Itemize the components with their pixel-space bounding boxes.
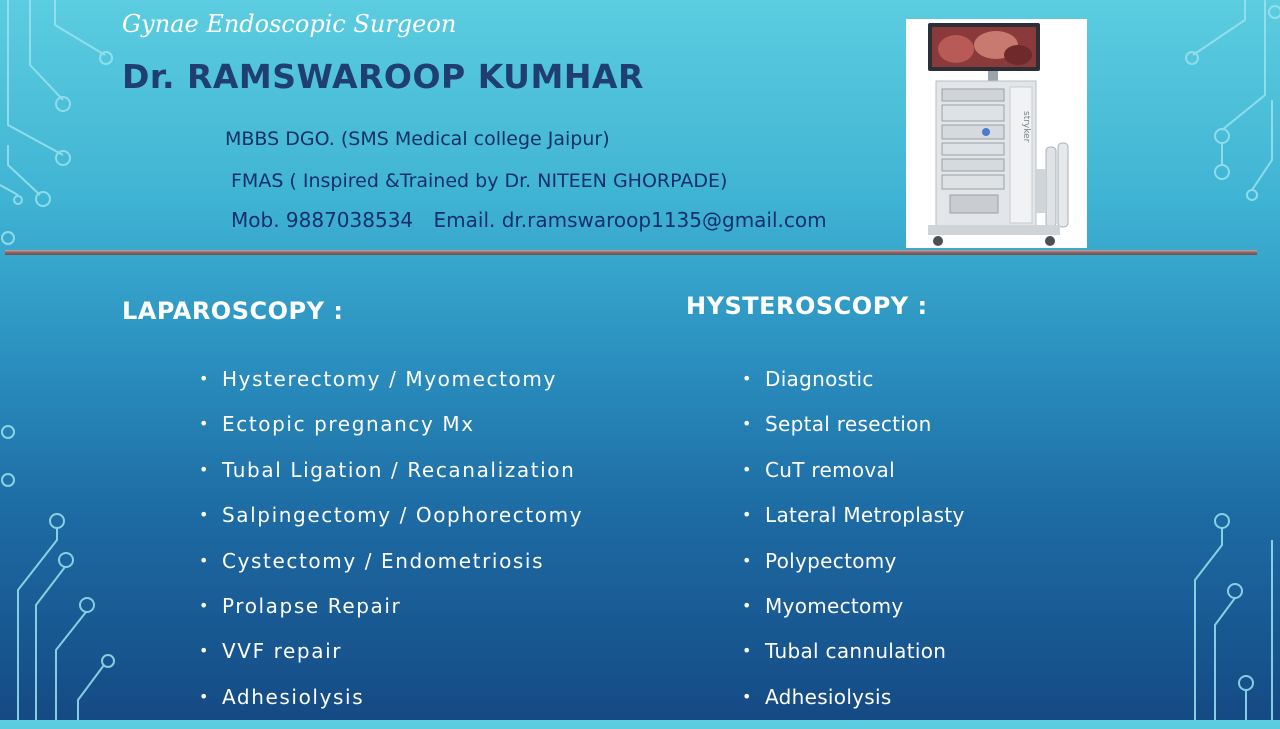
bullet-icon: • [742, 369, 752, 388]
list-item-label: Salpingectomy / Oophorectomy [222, 503, 584, 528]
laparoscopy-list [199, 366, 584, 729]
bullet-icon: • [199, 686, 211, 706]
list-item-label: Adhesiolysis [222, 684, 365, 709]
list-item-label: CuT removal [765, 457, 895, 482]
bullet-icon: • [742, 686, 752, 706]
list-item-label: Lateral Metroplasty [765, 503, 965, 528]
list-item-label: Cystectomy / Endometriosis [222, 548, 545, 573]
bullet-icon: • [199, 459, 211, 479]
list-item [742, 684, 965, 729]
bullet-icon: • [742, 595, 752, 615]
hysteroscopy-list [742, 366, 965, 729]
list-item [199, 593, 583, 638]
qualification-line-1: MBBS DGO. (SMS Medical college Jaipur) [225, 128, 610, 150]
list-item-label: Tubal cannulation [765, 639, 947, 664]
list-item-label: Adhesiolysis [765, 684, 892, 709]
bullet-icon: • [199, 505, 211, 525]
list-item-label: Septal resection [765, 412, 932, 437]
bullet-icon: • [742, 459, 752, 479]
list-item-label: Myomectomy [765, 593, 904, 618]
list-item [742, 548, 965, 593]
list-item [199, 684, 583, 729]
bullet-icon: • [199, 414, 211, 434]
bullet-icon: • [199, 595, 211, 615]
list-item-label: VVF repair [222, 639, 343, 664]
bullet-icon: • [742, 641, 752, 661]
list-item [199, 638, 583, 683]
list-item-label: Ectopic pregnancy Mx [222, 412, 475, 437]
list-item [199, 457, 583, 502]
laparoscopy-heading: LAPAROSCOPY : [122, 297, 344, 325]
doctor-name: Dr. RAMSWAROOP KUMHAR [122, 57, 644, 96]
list-item [199, 502, 584, 547]
subtitle: Gynae Endoscopic Surgeon [122, 10, 457, 38]
list-item-label: Tubal Ligation / Recanalization [222, 457, 576, 482]
qualification-line-2: FMAS ( Inspired &Trained by Dr. NITEEN GHORPADE) [231, 170, 728, 192]
header-divider [5, 250, 1257, 255]
list-item-label: Diagnostic [765, 367, 874, 391]
list-item-label: Polypectomy [765, 548, 897, 573]
mobile-number: Mob. 9887038534 [231, 208, 414, 232]
list-item [742, 638, 965, 683]
list-item [742, 366, 965, 411]
bullet-icon: • [742, 414, 752, 434]
endoscopy-tower-image [906, 19, 1087, 248]
list-item [742, 457, 965, 502]
contact-line [231, 208, 841, 232]
bullet-icon: • [199, 641, 211, 661]
hysteroscopy-heading: HYSTEROSCOPY : [686, 292, 928, 320]
list-item [742, 593, 965, 638]
bullet-icon: • [742, 550, 752, 570]
list-item [742, 411, 965, 456]
bullet-icon: • [742, 505, 752, 525]
email-address: Email. dr.ramswaroop1135@gmail.com [433, 208, 827, 232]
list-item [199, 411, 583, 456]
bullet-icon: • [199, 369, 211, 388]
list-item [199, 366, 583, 411]
list-item-label: Hysterectomy / Myomectomy [222, 367, 557, 391]
svg-text:stryker: stryker [1021, 111, 1031, 143]
list-item [199, 548, 583, 593]
list-item-label: Prolapse Repair [222, 593, 402, 618]
bullet-icon: • [199, 550, 211, 570]
list-item [742, 502, 965, 547]
